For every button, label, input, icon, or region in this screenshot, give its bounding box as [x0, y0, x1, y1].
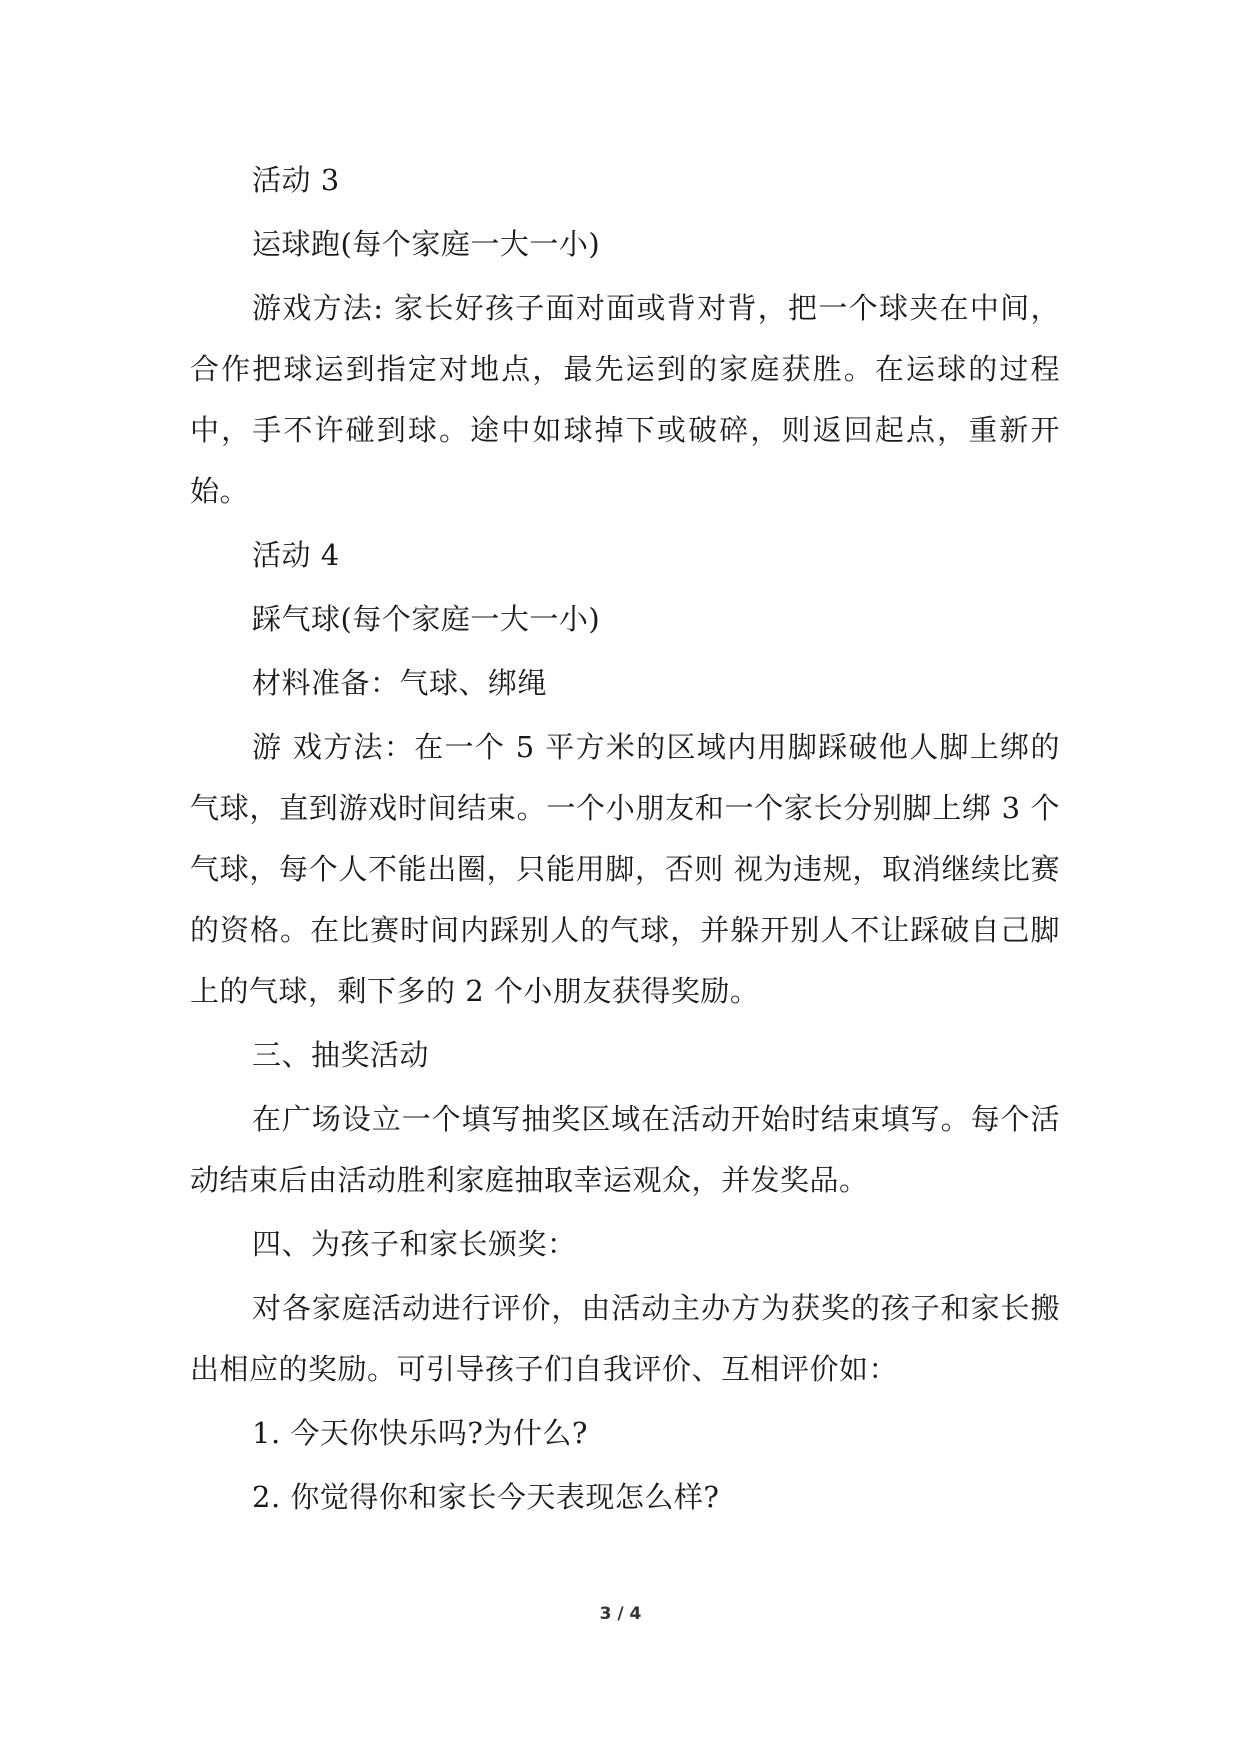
- activity-3-method: 游戏方法: 家长好孩子面对面或背对背，把一个球夹在中间，合作把球运到指定对地点，最先运到的家庭获胜。在运球的过程中，手不许碰到球。途中如球掉下或破碎，则返回起点，重新开始。: [190, 291, 1060, 508]
- question-1: 1. 今天你快乐吗?为什么?: [252, 1416, 588, 1450]
- page-number: 3 / 4: [599, 1604, 642, 1624]
- question-2: 2. 你觉得你和家长今天表现怎么样?: [252, 1480, 720, 1514]
- section-4-heading: 四、为孩子和家长颁奖：: [252, 1227, 577, 1261]
- section-4-body: 对各家庭活动进行评价，由活动主办方为获奖的孩子和家长搬出相应的奖励。可引导孩子们自我评价、互相评价如：: [190, 1291, 1060, 1386]
- document-body: [190, 150, 1060, 1531]
- activity-4-materials: 材料准备：气球、绑绳: [252, 666, 548, 700]
- activity-4-heading: 活动 4: [252, 538, 340, 572]
- activity-3-heading: 活动 3: [252, 163, 340, 197]
- section-3-heading: 三、抽奖活动: [252, 1038, 430, 1072]
- activity-4-title: 踩气球(每个家庭一大一小): [252, 602, 601, 636]
- section-3-body: 在广场设立一个填写抽奖区域在活动开始时结束填写。每个活动结束后由活动胜利家庭抽取幸运观众，并发奖品。: [190, 1102, 1060, 1197]
- activity-3-title: 运球跑(每个家庭一大一小): [252, 227, 601, 261]
- activity-4-method: 游 戏方法：在一个 5 平方米的区域内用脚踩破他人脚上绑的气球，直到游戏时间结束。一个小朋友和一个家长分别脚上绑 3 个气球，每个人不能出圈，只能用脚，否则 视为违规，取消继续比赛的资格。在比赛时间内踩别人的气球，并躲开别人不让踩破自己脚上的气球，剩下多的 2 个小朋友获得奖励。: [190, 730, 1060, 1008]
